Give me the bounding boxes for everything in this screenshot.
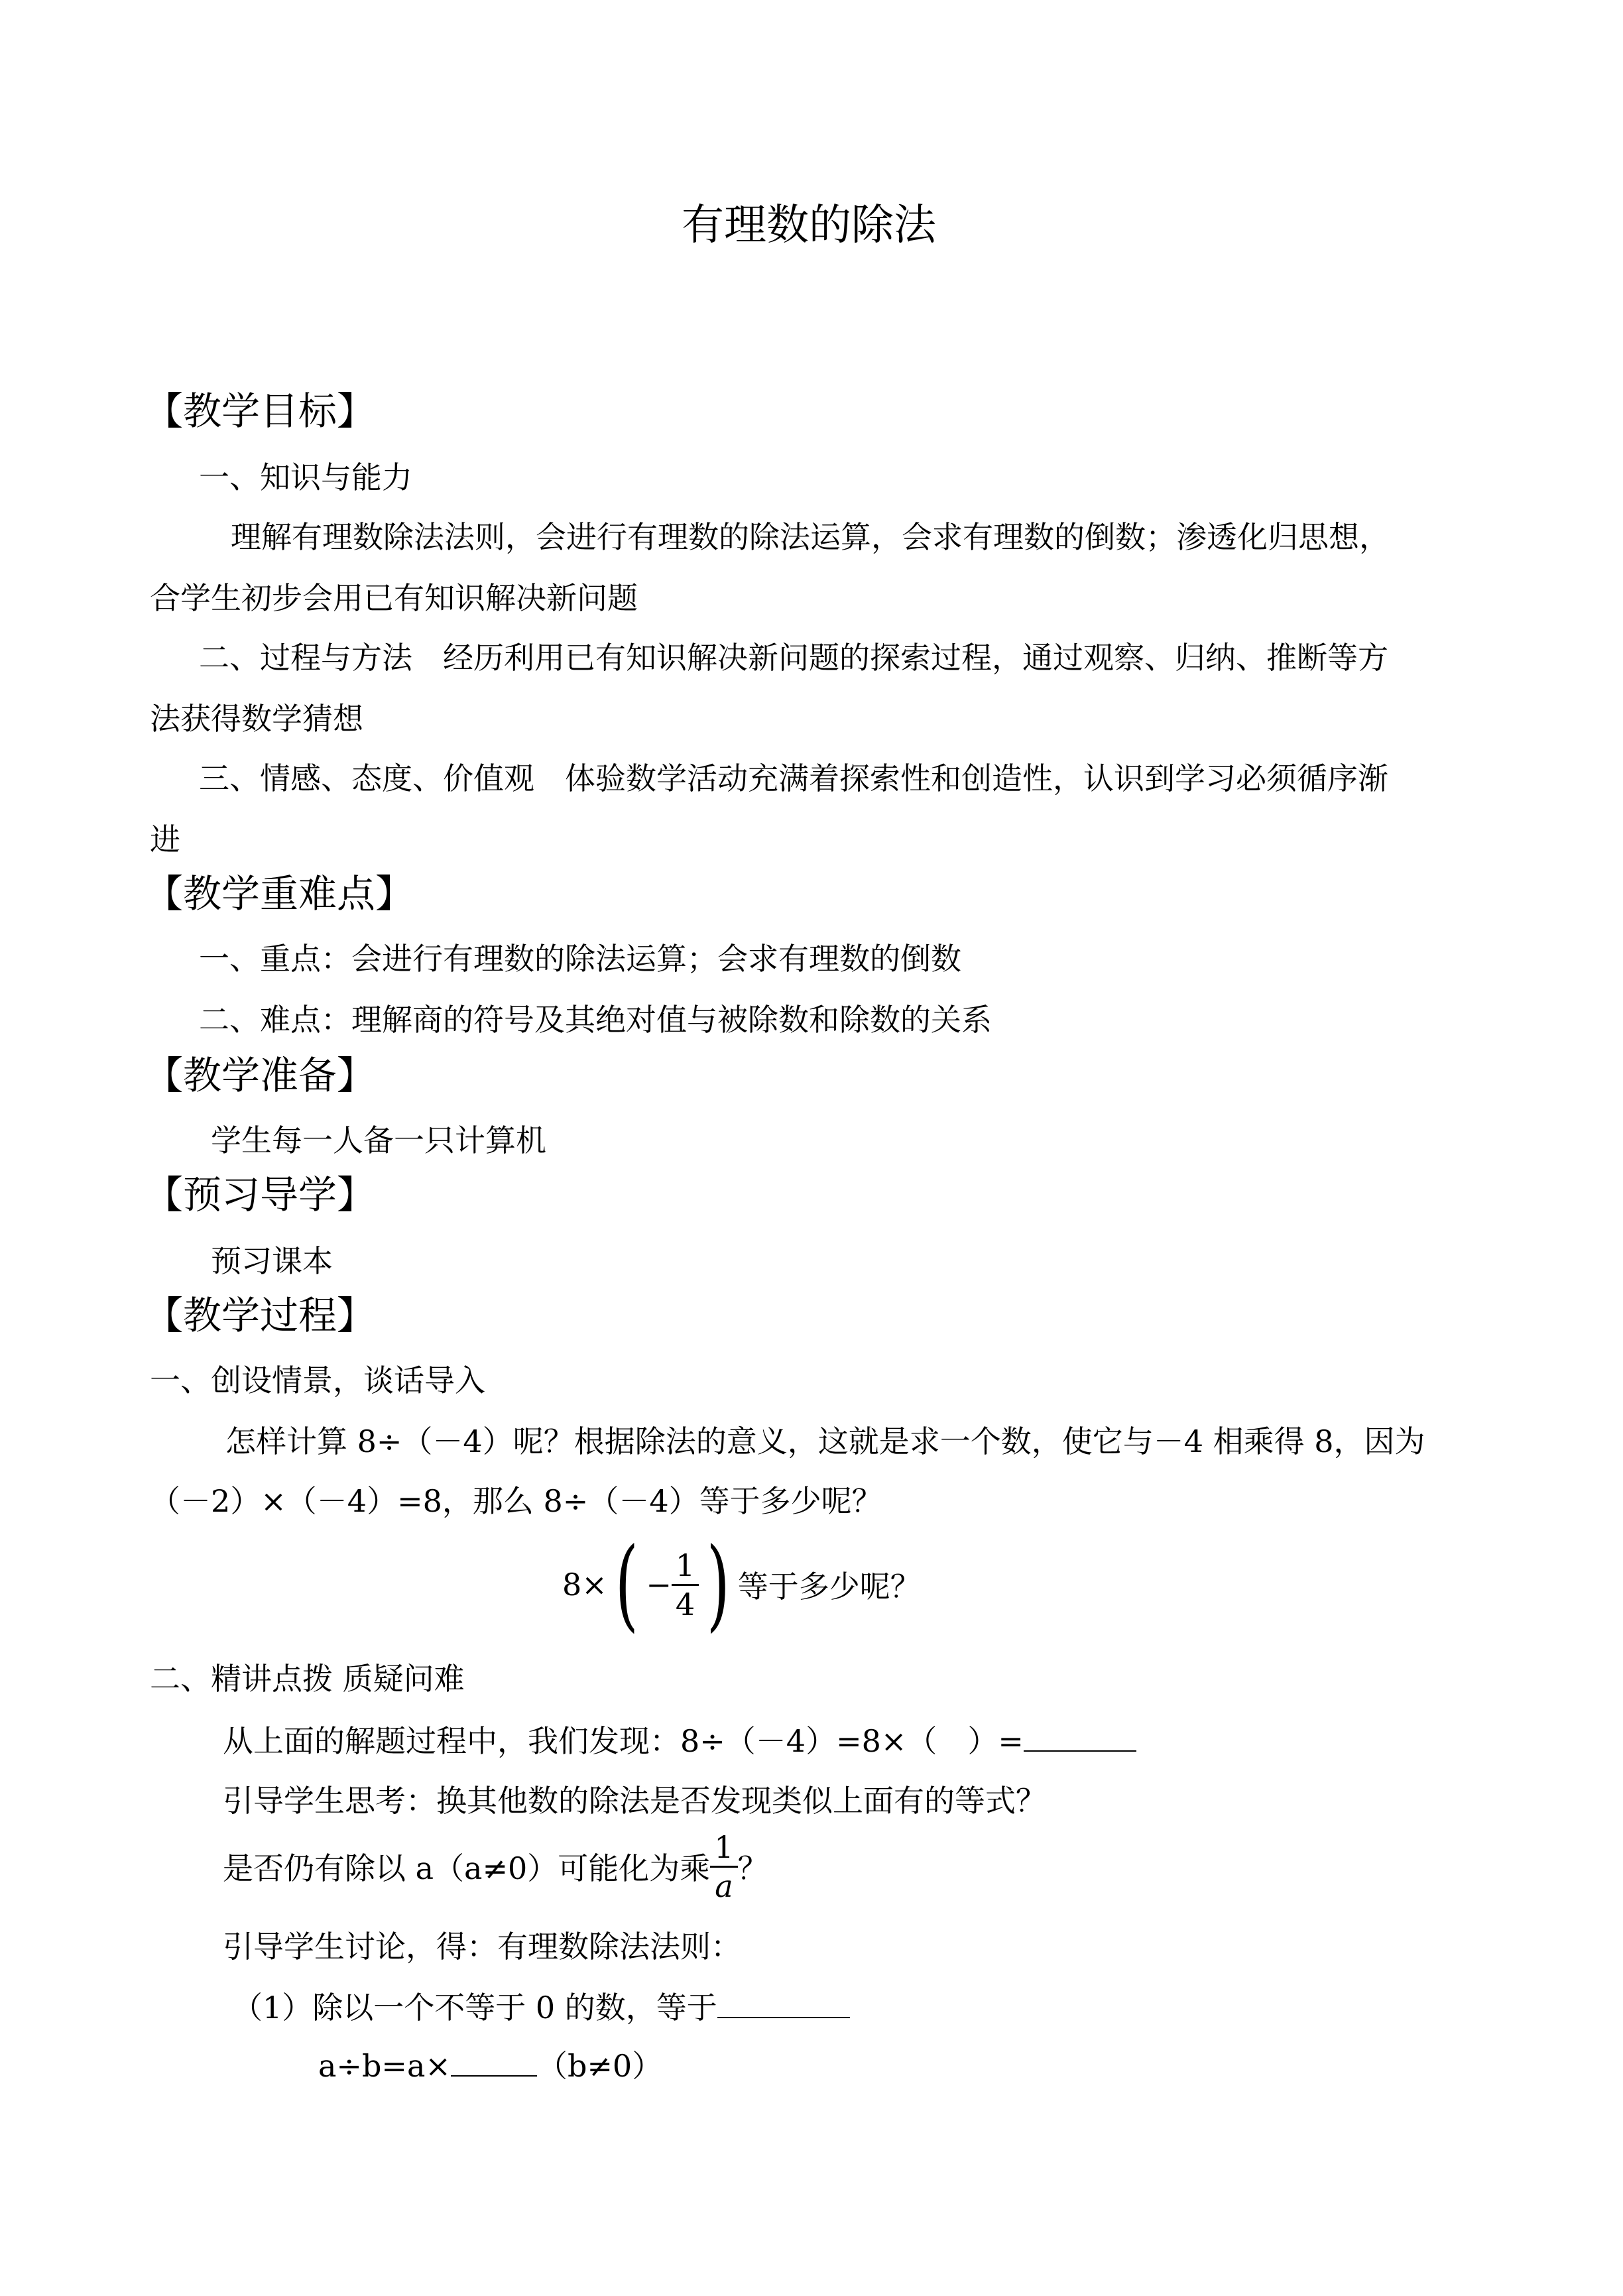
key-point-2: 二、难点：理解商的符号及其绝对值与被除数和除数的关系: [199, 1002, 992, 1038]
line-3-end: ？: [737, 1850, 768, 1886]
key-point-1: 一、重点：会进行有理数的除法运算；会求有理数的倒数: [199, 941, 961, 977]
process-part-2-line-4: 引导学生讨论，得：有理数除法法则：: [223, 1929, 741, 1964]
left-paren: (: [615, 1527, 638, 1642]
goals-section-2-text-a: 二、过程与方法 经历利用已有知识解决新问题的探索过程，通过观察、归纳、推断等方: [199, 640, 1388, 676]
process-part-2-line-5: [232, 1988, 850, 2027]
goals-section-3-text-a: 三、情感、态度、价值观 体验数学活动充满着探索性和创造性，认识到学习必须循序渐: [199, 760, 1388, 796]
formula-prefix: 8×: [562, 1567, 607, 1602]
line-5-text: （1）除以一个不等于 0 的数，等于: [232, 1990, 717, 2025]
heading-preview: 【预习导学】: [145, 1172, 376, 1217]
prep-text: 学生每一人备一只计算机: [211, 1122, 546, 1158]
page-title: 有理数的除法: [682, 201, 936, 250]
goals-section-1-title: 一、知识与能力: [199, 459, 412, 495]
process-part-2-title: 二、精讲点拨 质疑问难: [150, 1661, 465, 1697]
answer-blank-1: [1024, 1721, 1136, 1752]
preview-text: 预习课本: [211, 1243, 333, 1279]
process-part-1-text-a: 怎样计算 8÷（－4）呢？根据除法的意义，这就是求一个数，使它与－4 相乘得 8，因为: [225, 1423, 1425, 1459]
fraction-one-quarter: [672, 1547, 699, 1623]
formula-8-times-neg-quarter: [562, 1518, 921, 1651]
formula-suffix: 等于多少呢？: [737, 1569, 921, 1604]
line-1-text: 从上面的解题过程中，我们发现：8÷（－4）=8×（ ）=: [223, 1723, 1024, 1759]
line-3-text: 是否仍有除以 a（a≠0）可能化为乘: [223, 1850, 711, 1886]
fraction-denominator: a: [715, 1868, 733, 1904]
process-part-2-line-2: 引导学生思考：换其他数的除法是否发现类似上面有的等式？: [223, 1783, 1046, 1819]
goals-section-1-text-b: 合学生初步会用已有知识解决新问题: [150, 580, 638, 616]
process-part-1-title: 一、创设情景，谈话导入: [150, 1362, 485, 1398]
process-part-2-line-3: [223, 1823, 768, 1909]
heading-teaching-process: 【教学过程】: [145, 1293, 376, 1338]
line-6-text-a: a÷b=a×: [318, 2048, 451, 2084]
goals-section-1-text-a: 理解有理数除法法则，会进行有理数的除法运算，会求有理数的倒数；渗透化归思想，: [231, 519, 1390, 555]
process-part-1-text-b: （－2）×（－4）=8，那么 8÷（－4）等于多少呢？: [150, 1483, 882, 1519]
right-paren: ): [706, 1527, 730, 1642]
goals-section-3-text-b: 进: [150, 821, 180, 857]
fraction-numerator: 1: [714, 1829, 734, 1865]
heading-teaching-prep: 【教学准备】: [145, 1053, 376, 1098]
fraction-one-over-a: [710, 1829, 737, 1905]
process-part-2-line-1: [223, 1721, 1136, 1761]
goals-section-2-text-b: 法获得数学猜想: [150, 701, 363, 737]
line-6-text-b: （b≠0）: [536, 2048, 663, 2084]
answer-blank-3: [451, 2046, 537, 2077]
formula-minus: −: [646, 1567, 672, 1602]
process-part-2-line-6: [318, 2046, 662, 2086]
fraction-denominator: 4: [675, 1586, 695, 1622]
answer-blank-2: [717, 1988, 850, 2018]
fraction-numerator: 1: [675, 1547, 695, 1583]
heading-teaching-goals: 【教学目标】: [145, 389, 376, 434]
heading-key-points: 【教学重难点】: [145, 871, 414, 916]
